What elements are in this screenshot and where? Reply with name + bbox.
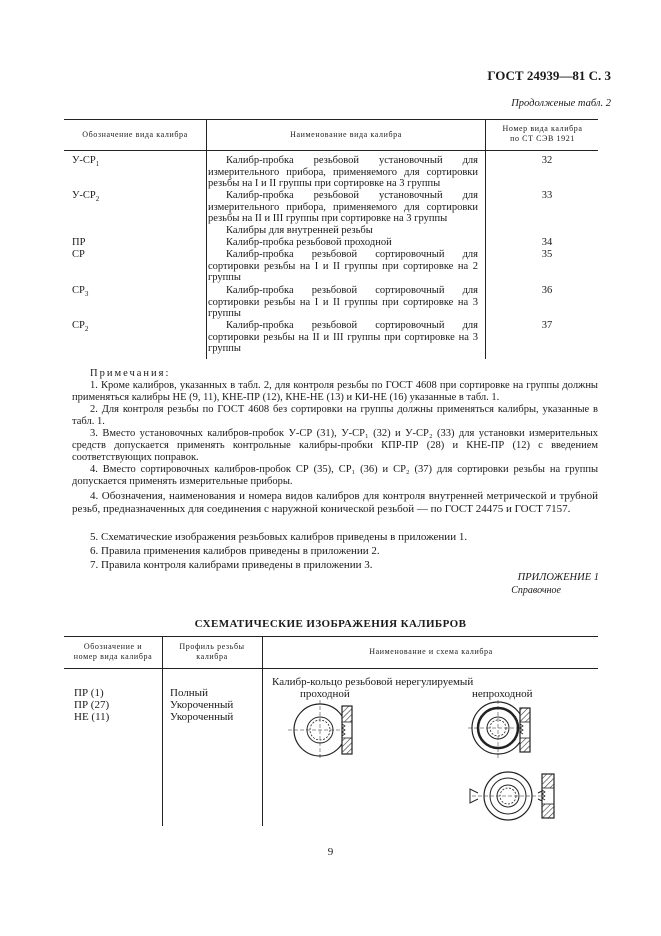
table-row-name: Калибр-пробка резьбовой проходной: [226, 237, 392, 248]
table1-col-divider-2: [485, 119, 486, 359]
note-3: 3. Вместо установочных калибров-пробок У-СР (31), У-СР₁ (32) и У-СР₂ (33) для установки измерительных средств допускается применять контрольные калибры-пробки КПР-ПР (28) и КНЕ-ПР (12) с введением соответствующих поправок.: [72, 428, 598, 463]
table2-col-profile: [164, 642, 260, 662]
table-row-code: $У-СР_1$: [72, 155, 100, 169]
table-continued-label: Продолженые табл. 2: [511, 98, 611, 109]
table1-col-divider-1: [206, 119, 207, 359]
table2-code: ПР (27): [74, 699, 110, 711]
table2-header-rule: [64, 668, 598, 669]
table2-codes: [74, 687, 109, 723]
table-row-num: 34: [541, 237, 553, 248]
split-ring-section-icon: [542, 774, 554, 818]
label-nogo: непроходной: [472, 688, 533, 700]
table2-profile: Укороченный: [170, 711, 234, 723]
table2-col-code-line2: номер вида калибра: [73, 652, 153, 661]
table-row-num: 35: [541, 249, 553, 260]
go-ring-section-icon: [342, 706, 352, 754]
table2-col-profile-line1: Профиль резьбы: [179, 642, 245, 651]
table1-col-code: Обозначение вида калибра: [82, 130, 188, 139]
table-row-name: Калибр-пробка резьбовой установочный для измерительного прибора, применяемого для сортировки резьбы на I и II группы при сортировке на 3 группы: [208, 155, 478, 189]
nogo-ring-front-icon: [468, 700, 528, 758]
table-row-code: СР: [72, 249, 85, 260]
appendix-label: ПРИЛОЖЕНИЕ 1: [517, 572, 599, 583]
table-row-name: Калибр-пробка резьбовой сортировочный для сортировки резьбы на I и II группы при сортировке на 2 группы: [208, 249, 478, 283]
table1-col-num: [487, 124, 598, 144]
table2-col-profile-line2: калибра: [196, 652, 228, 661]
notes-title: Примечания:: [90, 368, 171, 379]
table-row-num: 32: [541, 155, 553, 166]
table2-profiles: [170, 687, 233, 723]
table1-col-name: Наименование вида калибра: [290, 130, 402, 139]
table-row-code: $У-СР_2$: [72, 190, 100, 204]
table2-top-rule: [64, 636, 598, 637]
note-1: 1. Кроме калибров, указанных в табл. 2, для контроля резьбы по ГОСТ 4608 при сортировке на группы должны применяться калибры НЕ (9, 11), КНЕ-ПР (12), КНЕ-НЕ (13) и КИ-НЕ (16) указанные в табл. 1.: [72, 380, 598, 403]
nogo-ring-section-icon: [520, 708, 530, 752]
table1-col-num-line2: по СТ СЭВ 1921: [510, 134, 575, 143]
note-2: 2. Для контроля резьбы по ГОСТ 4608 без сортировки на группы должны применяться калибры, указанные в табл. 1.: [72, 404, 598, 427]
table-row-code: $СР_2$: [72, 320, 89, 334]
appendix-kind: Справочное: [511, 585, 561, 596]
note-4: 4. Вместо сортировочных калибров-пробок СР (35), СР₁ (36) и СР₂ (37) для сортировки резьбы на группы допускается применять измерительные приборы.: [72, 464, 598, 487]
table-section-subtitle: Калибры для внутренней резьбы: [226, 225, 373, 236]
split-ring-front-icon: [470, 772, 546, 820]
table2-col-code-line1: Обозначение и: [83, 642, 143, 651]
table2-col-divider-2: [262, 636, 263, 826]
table-row-name: Калибр-пробка резьбовой сортировочный для сортировки резьбы на I и II группы при сортировке на 3 группы: [208, 285, 478, 319]
table-row-num: 36: [541, 285, 553, 296]
label-go: проходной: [300, 688, 350, 700]
table2-profile: Укороченный: [170, 699, 234, 711]
document-header: ГОСТ 24939—81 С. 3: [487, 68, 611, 83]
main-item-7: 7. Правила контроля калибрами приведены в приложении 3.: [90, 559, 373, 571]
gauge-drawings: [264, 700, 598, 824]
table1-top-rule: [64, 119, 598, 120]
table-row-num: 37: [541, 320, 553, 331]
table2-profile: Полный: [170, 687, 208, 699]
table2-scheme-title: Калибр-кольцо резьбовой нерегулируемый: [272, 676, 474, 688]
page-number: 9: [327, 846, 334, 858]
main-item-5: 5. Схематические изображения резьбовых калибров приведены в приложении 1.: [90, 531, 468, 543]
table-row-code: ПР: [72, 237, 86, 248]
table-row-name: Калибр-пробка резьбовой сортировочный для сортировки резьбы на II и III группы при сортировке на 3 группы: [208, 320, 478, 354]
appendix-title: СХЕМАТИЧЕСКИЕ ИЗОБРАЖЕНИЯ КАЛИБРОВ: [194, 618, 467, 630]
table-row-name: Калибр-пробка резьбовой установочный для измерительного прибора, применяемого для сортировки резьбы на II и III группы при сортировке на 3 группы: [208, 190, 478, 224]
main-item-4: 4. Обозначения, наименования и номера видов калибров для контроля внутренней метрической и трубной резьб, предназначенных для соединения с наружной конической резьбой — по ГОСТ 24475 и ГОСТ 7157.: [72, 490, 598, 515]
table1-col-num-line1: Номер вида калибра: [502, 124, 583, 133]
table2-code: НЕ (11): [74, 711, 110, 723]
table2-code: ПР (1): [74, 687, 104, 699]
table2-col-scheme: Наименование и схема калибра: [369, 647, 493, 656]
table2-col-code: [66, 642, 160, 662]
table2-col-divider-1: [162, 636, 163, 826]
table-row-code: $СР_3$: [72, 285, 89, 299]
table1-header-rule: [64, 150, 598, 151]
table-row-num: 33: [541, 190, 553, 201]
main-item-6: 6. Правила применения калибров приведены в приложении 2.: [90, 545, 380, 557]
